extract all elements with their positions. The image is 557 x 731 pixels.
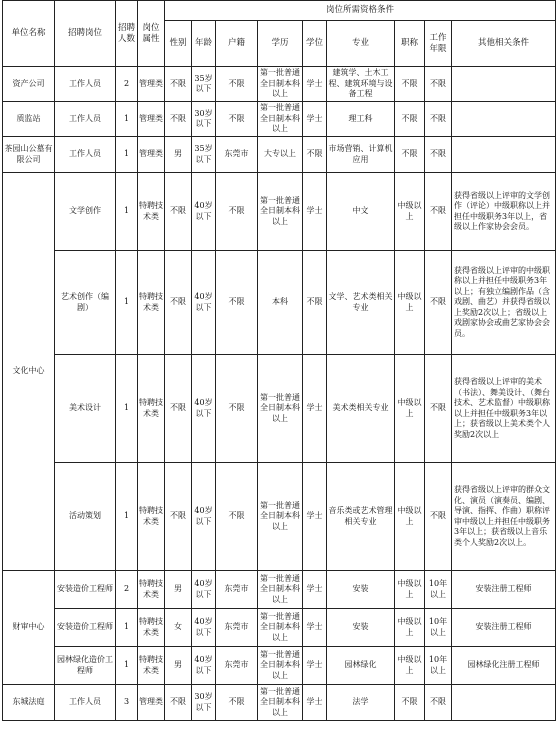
cell-attr: 管理类 xyxy=(138,137,165,173)
cell-other xyxy=(452,67,556,102)
cell-post: 安装造价工程师 xyxy=(55,571,116,609)
cell-hukou: 东莞市 xyxy=(216,137,258,173)
cell-major: 安装 xyxy=(327,571,395,609)
cell-age: 35岁以下 xyxy=(192,137,216,173)
cell-age: 40岁以下 xyxy=(192,647,216,685)
table-row xyxy=(3,173,556,251)
header-attr: 岗位属性 xyxy=(138,1,165,67)
cell-gender: 不限 xyxy=(165,102,192,137)
cell-years: 10年以上 xyxy=(425,609,452,647)
cell-attr: 特聘技术类 xyxy=(138,609,165,647)
cell-major: 建筑学、土木工程、建筑环境与设备工程 xyxy=(327,67,395,102)
cell-gender: 不限 xyxy=(165,67,192,102)
cell-degree: 不限 xyxy=(303,251,327,355)
cell-other: 园林绿化注册工程师 xyxy=(452,647,556,685)
cell-edu: 第一批普通全日制本科以上 xyxy=(258,102,303,137)
table-row xyxy=(3,647,556,685)
cell-attr: 特聘技术类 xyxy=(138,355,165,463)
table-row xyxy=(3,463,556,571)
cell-years: 不限 xyxy=(425,173,452,251)
cell-post: 活动策划 xyxy=(55,463,116,571)
cell-post: 工作人员 xyxy=(55,67,116,102)
cell-age: 35岁以下 xyxy=(192,67,216,102)
cell-edu: 第一批普通全日制本科以上 xyxy=(258,355,303,463)
cell-title: 不限 xyxy=(395,137,425,173)
cell-hukou: 不限 xyxy=(216,355,258,463)
table-row xyxy=(3,355,556,463)
cell-years: 不限 xyxy=(425,355,452,463)
cell-major: 理工科 xyxy=(327,102,395,137)
cell-years: 不限 xyxy=(425,137,452,173)
cell-post: 工作人员 xyxy=(55,685,116,721)
cell-years: 10年以上 xyxy=(425,647,452,685)
cell-gender: 不限 xyxy=(165,685,192,721)
cell-age: 30岁以下 xyxy=(192,685,216,721)
cell-count: 1 xyxy=(116,647,138,685)
table-row xyxy=(3,685,556,721)
cell-unit: 茶园山公墓有限公司 xyxy=(3,137,55,173)
header-gender: 性别 xyxy=(165,21,192,67)
cell-title: 中级以上 xyxy=(395,173,425,251)
cell-title: 中级以上 xyxy=(395,463,425,571)
cell-attr: 特聘技术类 xyxy=(138,647,165,685)
cell-attr: 管理类 xyxy=(138,102,165,137)
cell-post: 文学创作 xyxy=(55,173,116,251)
cell-edu: 第一批普通全日制本科以上 xyxy=(258,609,303,647)
cell-hukou: 不限 xyxy=(216,173,258,251)
cell-degree: 学士 xyxy=(303,685,327,721)
cell-attr: 特聘技术类 xyxy=(138,173,165,251)
header-count: 招聘人数 xyxy=(116,1,138,67)
cell-major: 美术类相关专业 xyxy=(327,355,395,463)
cell-degree: 学士 xyxy=(303,102,327,137)
cell-unit: 财审中心 xyxy=(3,571,55,685)
cell-edu: 第一批普通全日制本科以上 xyxy=(258,67,303,102)
cell-title: 不限 xyxy=(395,67,425,102)
cell-hukou: 东莞市 xyxy=(216,571,258,609)
cell-other xyxy=(452,137,556,173)
cell-post: 园林绿化造价工程师 xyxy=(55,647,116,685)
table-row xyxy=(3,251,556,355)
cell-age: 40岁以下 xyxy=(192,251,216,355)
header-major: 专业 xyxy=(327,21,395,67)
cell-major: 安装 xyxy=(327,609,395,647)
header-post: 招聘岗位 xyxy=(55,1,116,67)
cell-post: 工作人员 xyxy=(55,137,116,173)
cell-degree: 学士 xyxy=(303,571,327,609)
cell-years: 10年以上 xyxy=(425,571,452,609)
cell-edu: 第一批普通全日制本科以上 xyxy=(258,685,303,721)
cell-years: 不限 xyxy=(425,463,452,571)
table-row xyxy=(3,102,556,137)
cell-degree: 学士 xyxy=(303,609,327,647)
cell-hukou: 不限 xyxy=(216,251,258,355)
cell-count: 2 xyxy=(116,67,138,102)
cell-edu: 大专以上 xyxy=(258,137,303,173)
cell-count: 3 xyxy=(116,685,138,721)
cell-post: 美术设计 xyxy=(55,355,116,463)
cell-major: 法学 xyxy=(327,685,395,721)
header-age: 年龄 xyxy=(192,21,216,67)
cell-age: 40岁以下 xyxy=(192,463,216,571)
cell-hukou: 不限 xyxy=(216,67,258,102)
cell-other xyxy=(452,685,556,721)
cell-count: 1 xyxy=(116,251,138,355)
cell-gender: 男 xyxy=(165,647,192,685)
cell-other: 获得省级以上评审的美术（书法）、舞美设计、（舞台技术、艺术监督）中级职称以上并担任中级职务3年以上；获省级以上美术类个人奖励2次以上 xyxy=(452,355,556,463)
cell-degree: 学士 xyxy=(303,463,327,571)
cell-post: 安装造价工程师 xyxy=(55,609,116,647)
cell-other: 获得省级以上评审的群众文化、演员（演奏员、编剧、导演、指挥、作曲）职称评审中级以上并担任中级职务3年以上；获省级以上音乐类个人奖励2次以上。 xyxy=(452,463,556,571)
cell-gender: 不限 xyxy=(165,173,192,251)
cell-count: 1 xyxy=(116,463,138,571)
cell-title: 中级以上 xyxy=(395,355,425,463)
table-row xyxy=(3,571,556,609)
cell-other: 安装注册工程师 xyxy=(452,571,556,609)
cell-hukou: 不限 xyxy=(216,102,258,137)
cell-age: 40岁以下 xyxy=(192,355,216,463)
cell-degree: 学士 xyxy=(303,647,327,685)
cell-hukou: 东莞市 xyxy=(216,647,258,685)
cell-attr: 特聘技术类 xyxy=(138,251,165,355)
header-degree: 学位 xyxy=(303,21,327,67)
cell-title: 不限 xyxy=(395,102,425,137)
cell-age: 40岁以下 xyxy=(192,173,216,251)
cell-major: 中文 xyxy=(327,173,395,251)
cell-degree: 不限 xyxy=(303,137,327,173)
cell-edu: 第一批普通全日制本科以上 xyxy=(258,463,303,571)
cell-hukou: 东莞市 xyxy=(216,609,258,647)
cell-attr: 特聘技术类 xyxy=(138,463,165,571)
cell-years: 不限 xyxy=(425,685,452,721)
cell-count: 1 xyxy=(116,102,138,137)
cell-unit: 质监站 xyxy=(3,102,55,137)
cell-other: 安装注册工程师 xyxy=(452,609,556,647)
cell-gender: 男 xyxy=(165,137,192,173)
cell-years: 不限 xyxy=(425,102,452,137)
cell-age: 40岁以下 xyxy=(192,609,216,647)
cell-edu: 第一批普通全日制本科以上 xyxy=(258,647,303,685)
cell-major: 园林绿化 xyxy=(327,647,395,685)
header-title: 职称 xyxy=(395,21,425,67)
cell-major: 文学、艺术类相关专业 xyxy=(327,251,395,355)
header-hukou: 户籍 xyxy=(216,21,258,67)
cell-degree: 学士 xyxy=(303,173,327,251)
cell-major: 音乐类或艺术管理相关专业 xyxy=(327,463,395,571)
table-row xyxy=(3,67,556,102)
cell-major: 市场营销、计算机应用 xyxy=(327,137,395,173)
cell-gender: 不限 xyxy=(165,355,192,463)
cell-age: 40岁以下 xyxy=(192,571,216,609)
cell-hukou: 不限 xyxy=(216,463,258,571)
cell-attr: 管理类 xyxy=(138,67,165,102)
cell-gender: 不限 xyxy=(165,463,192,571)
header-conditions: 岗位所需资格条件 xyxy=(165,1,556,21)
header-years: 工作年限 xyxy=(425,21,452,67)
cell-other xyxy=(452,102,556,137)
cell-post: 工作人员 xyxy=(55,102,116,137)
cell-unit: 资产公司 xyxy=(3,67,55,102)
header-unit: 单位名称 xyxy=(3,1,55,67)
cell-attr: 特聘技术类 xyxy=(138,571,165,609)
header-other: 其他相关条件 xyxy=(452,21,556,67)
cell-unit: 文化中心 xyxy=(3,173,55,571)
cell-years: 不限 xyxy=(425,251,452,355)
cell-title: 中级以上 xyxy=(395,251,425,355)
cell-count: 1 xyxy=(116,173,138,251)
cell-count: 1 xyxy=(116,355,138,463)
cell-gender: 不限 xyxy=(165,251,192,355)
cell-attr: 管理类 xyxy=(138,685,165,721)
cell-other: 获得省级以上评审的文学创作（评论）中级职称以上并担任中级职务3年以上，省级以上作家协会会员。 xyxy=(452,173,556,251)
cell-edu: 本科 xyxy=(258,251,303,355)
table-row xyxy=(3,609,556,647)
cell-gender: 男 xyxy=(165,571,192,609)
cell-post: 艺术创作（编剧） xyxy=(55,251,116,355)
cell-title: 中级以上 xyxy=(395,647,425,685)
cell-gender: 女 xyxy=(165,609,192,647)
cell-hukou: 不限 xyxy=(216,685,258,721)
header-edu: 学历 xyxy=(258,21,303,67)
cell-title: 中级以上 xyxy=(395,571,425,609)
cell-other: 获得省级以上评审的中级职称以上并担任中级职务3年以上；有独立编剧作品（含戏剧、曲艺）并获得省级以上奖励2次以上；省级以上戏剧家协会或曲艺家协会会员。 xyxy=(452,251,556,355)
cell-unit: 东城法庭 xyxy=(3,685,55,721)
cell-years: 不限 xyxy=(425,67,452,102)
cell-degree: 学士 xyxy=(303,67,327,102)
recruitment-table xyxy=(2,0,556,721)
cell-count: 1 xyxy=(116,609,138,647)
cell-age: 30岁以下 xyxy=(192,102,216,137)
cell-degree: 学士 xyxy=(303,355,327,463)
cell-title: 不限 xyxy=(395,685,425,721)
table-row xyxy=(3,137,556,173)
cell-title: 中级以上 xyxy=(395,609,425,647)
cell-count: 1 xyxy=(116,137,138,173)
cell-edu: 第一批普通全日制本科以上 xyxy=(258,571,303,609)
cell-count: 2 xyxy=(116,571,138,609)
cell-edu: 第一批普通全日制本科以上 xyxy=(258,173,303,251)
